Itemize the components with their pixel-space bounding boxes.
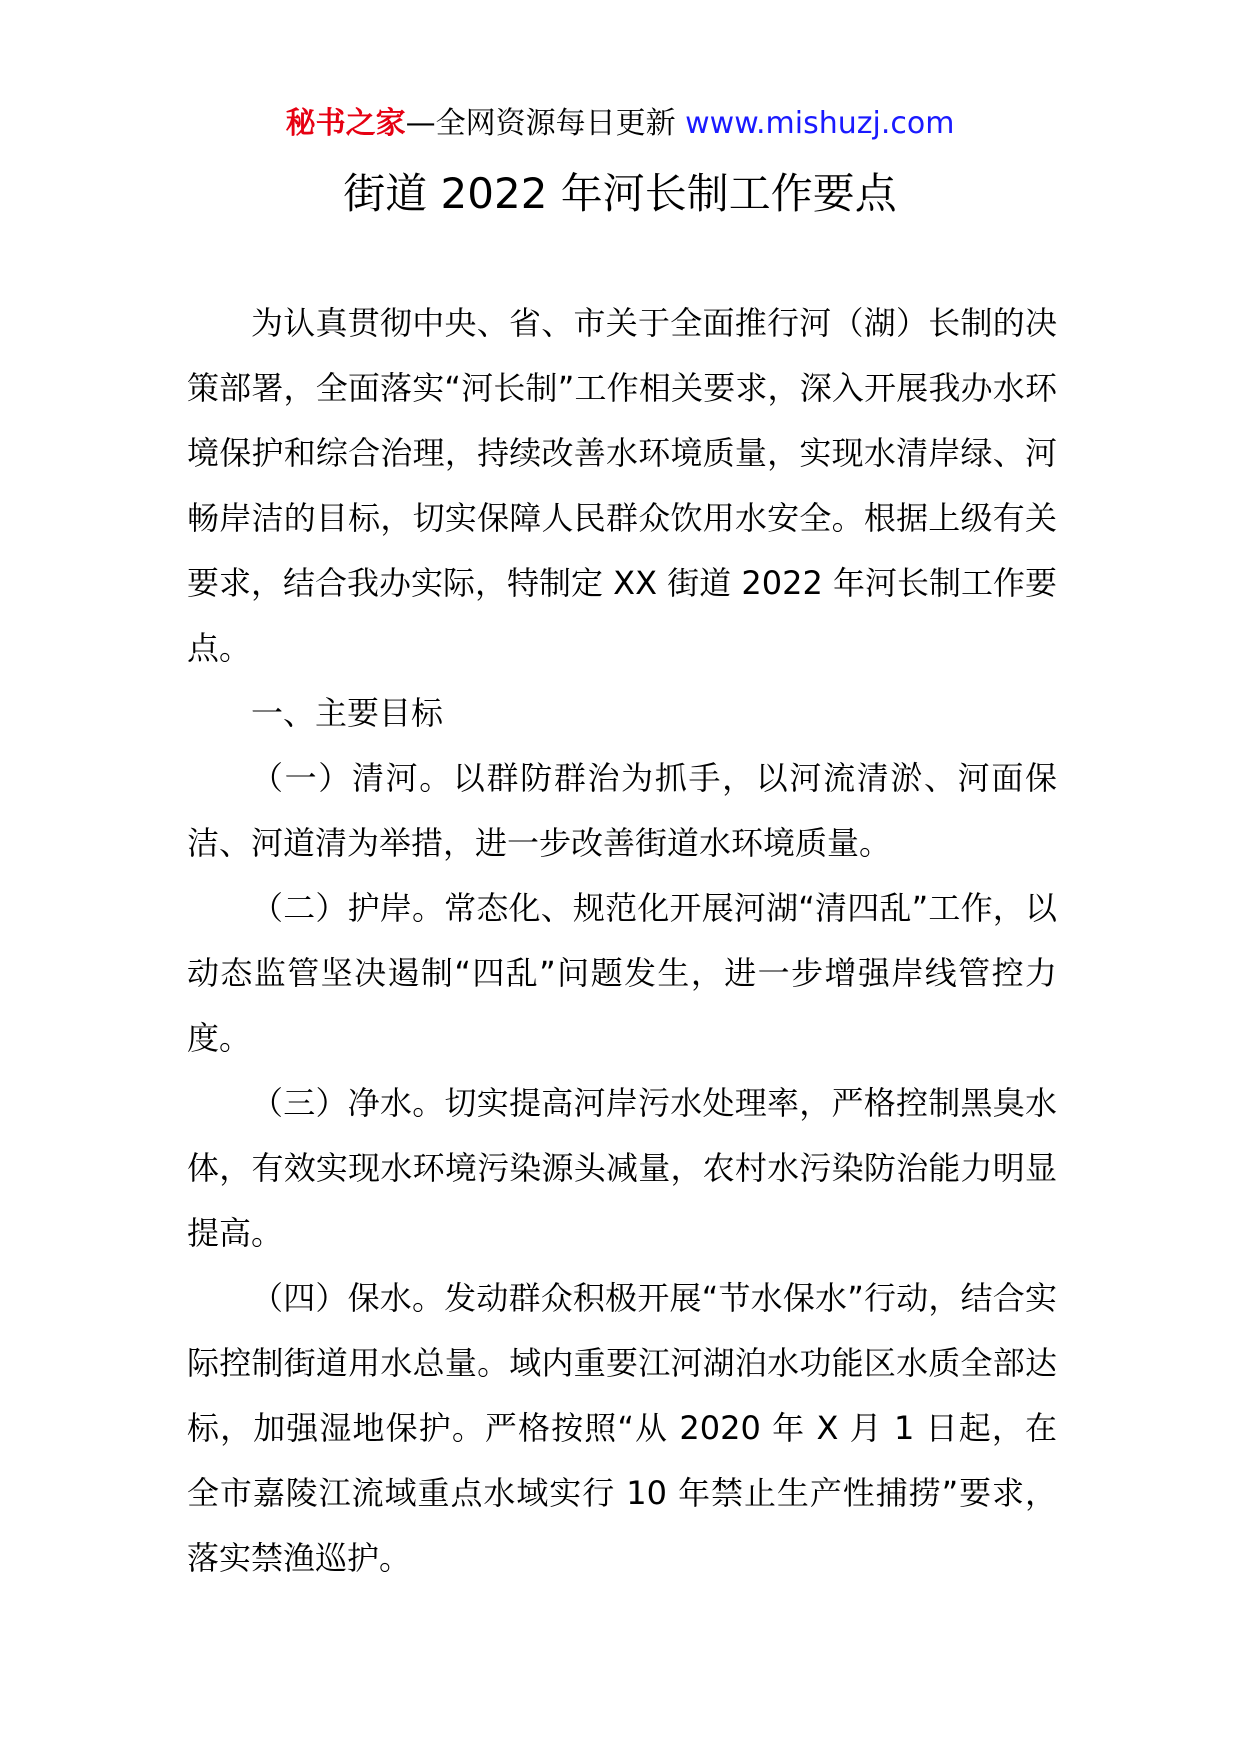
intro-paragraph: 为认真贯彻中央、省、市关于全面推行河（湖）长制的决策部署，全面落实“河长制”工作相关要求，深入开展我办水环境保护和综合治理，持续改善水环境质量，实现水清岸绿、河畅岸洁的目标，切实保障人民群众饮用水安全。根据上级有关要求，结合我办实际，特制定 XX 街道 2022 年河长制工作要点。 <box>187 304 1057 667</box>
section-heading-main-goals: 一、主要目标 <box>251 694 444 732</box>
paragraph-purify-water: （三）净水。切实提高河岸污水处理率，严格控制黑臭水体，有效实现水环境污染源头减量，农村水污染防治能力明显提高。 <box>187 1084 1057 1252</box>
paragraph-protect-bank: （二）护岸。常态化、规范化开展河湖“清四乱”工作，以动态监管坚决遏制“四乱”问题发生，进一步增强岸线管控力度。 <box>187 889 1057 1057</box>
paragraph-conserve-water: （四）保水。发动群众积极开展“节水保水”行动，结合实际控制街道用水总量。域内重要江河湖泊水功能区水质全部达标，加强湿地保护。严格按照“从 2020 年 X 月 1 日起，在全市嘉陵江流域重点水域实行 10 年禁止生产性捕捞”要求，落实禁渔巡护。 <box>187 1279 1057 1577</box>
document-body <box>187 291 1057 1591</box>
header-tagline: —全网资源每日更新 <box>405 106 686 141</box>
site-header <box>0 102 1240 146</box>
brand-name: 秘书之家 <box>285 106 406 141</box>
site-url-link[interactable]: www.mishuzj.com <box>685 106 955 141</box>
paragraph-clean-river: （一）清河。以群防群治为抓手，以河流清淤、河面保洁、河道清为举措，进一步改善街道水环境质量。 <box>187 759 1057 862</box>
document-title: 街道 2022 年河长制工作要点 <box>343 169 897 218</box>
